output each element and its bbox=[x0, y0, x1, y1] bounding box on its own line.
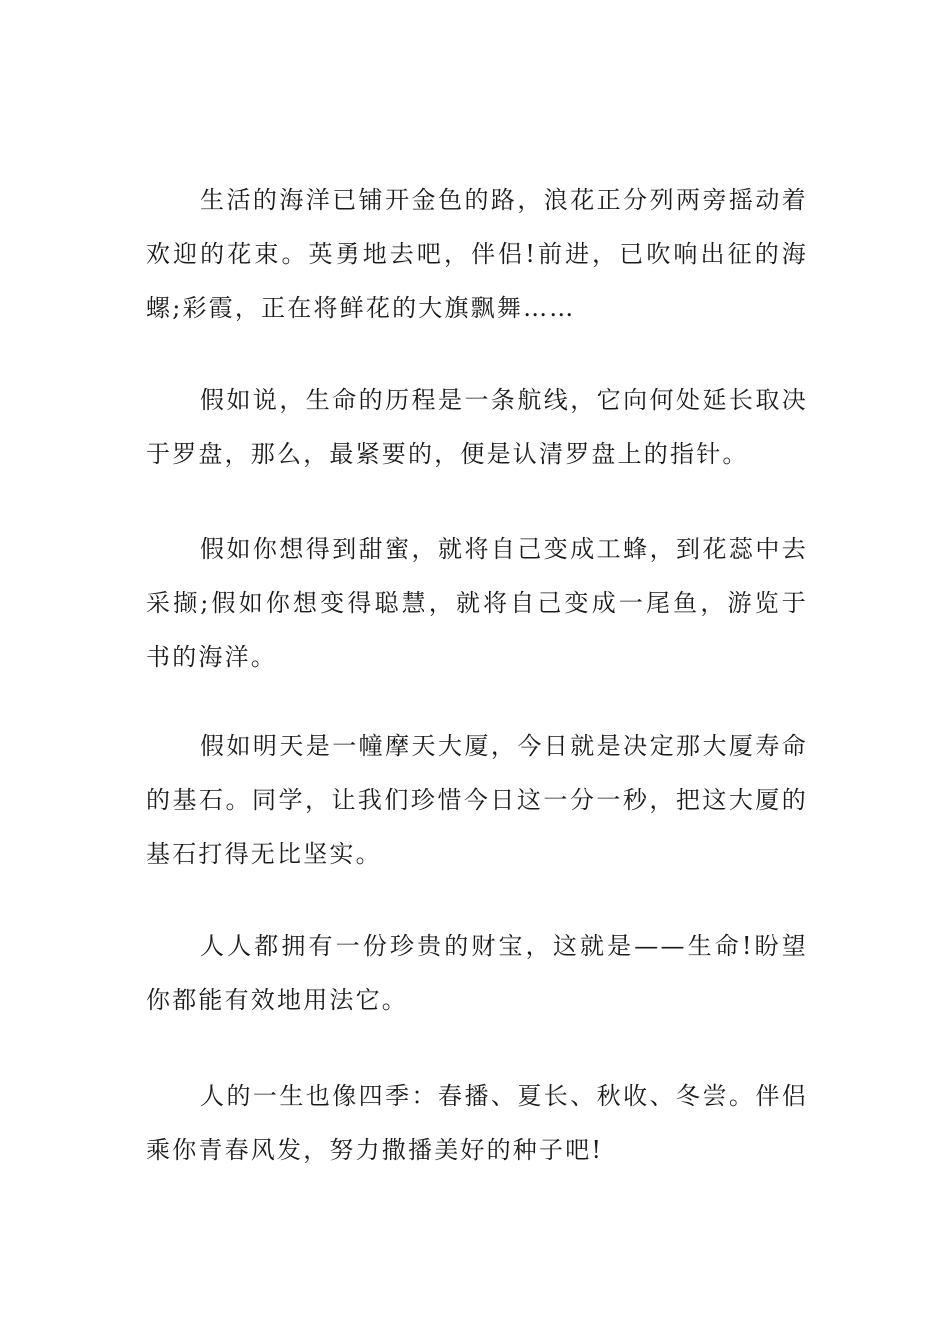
paragraph-2: 假如说，生命的历程是一条航线，它向何处延长取决于罗盘，那么，最紧要的，便是认清罗盘上的指针。 bbox=[146, 386, 808, 468]
paragraph-6: 人的一生也像四季：春播、夏长、秋收、冬尝。伴侣乘你青春风发，努力撒播美好的种子吧! bbox=[146, 1082, 808, 1164]
paragraph-1: 生活的海洋已铺开金色的路，浪花正分列两旁摇动着欢迎的花束。英勇地去吧，伴侣!前进，已吹响出征的海螺;彩霞，正在将鲜花的大旗飘舞…… bbox=[146, 186, 808, 322]
paragraph-4: 假如明天是一幢摩天大厦，今日就是决定那大厦寿命的基石。同学，让我们珍惜今日这一分一秒，把这大厦的基石打得无比坚实。 bbox=[146, 732, 808, 868]
paragraph-3: 假如你想得到甜蜜，就将自己变成工蜂，到花蕊中去采撷;假如你想变得聪慧，就将自己变成一尾鱼，游览于书的海洋。 bbox=[146, 535, 808, 671]
paragraph-5: 人人都拥有一份珍贵的财宝，这就是——生命!盼望你都能有效地用法它。 bbox=[146, 932, 808, 1014]
